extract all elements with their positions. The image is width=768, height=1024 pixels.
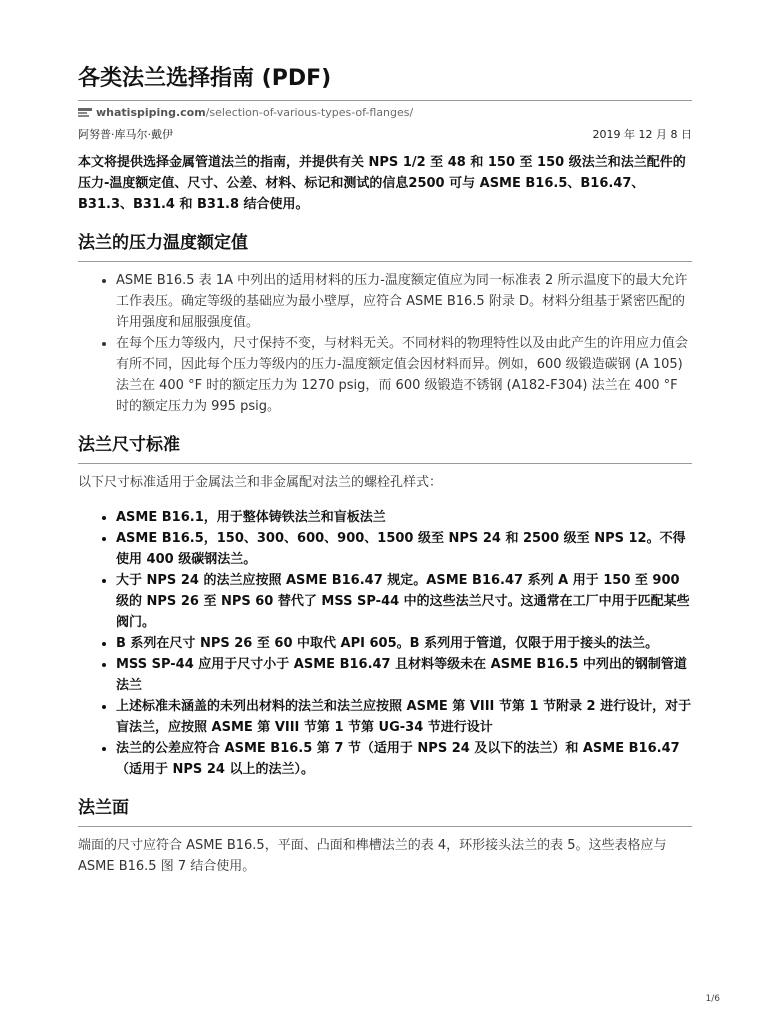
title-divider [78, 100, 692, 101]
page-title: 各类法兰选择指南 (PDF) [78, 66, 332, 91]
section-flange-face [78, 796, 692, 877]
bullet-list [78, 270, 692, 417]
document-page [78, 64, 692, 877]
source-url[interactable] [78, 106, 692, 120]
section-heading: 法兰面 [78, 798, 129, 818]
section-heading: 法兰尺寸标准 [78, 435, 180, 455]
list-item: • 法兰的公差应符合 ASME B16.5 第 7 节（适用于 NPS 24 及以下的法兰）和 ASME B16.47（适用于 NPS 24 以上的法兰）。 [116, 738, 692, 780]
list-item: • ASME B16.5 表 1A 中列出的适用材料的压力-温度额定值应为同一标准表 2 所示温度下的最大允许工作表压。确定等级的基础应为最小壁厚，应符合 ASME B16.5 附录 D。材料分组基于紧密匹配的许用强度和屈服强度值。 [116, 270, 692, 333]
intro-paragraph: 本文将提供选择金属管道法兰的指南，并提供有关 NPS 1/2 至 48 和 150 至 150 级法兰和法兰配件的压力-温度额定值、尺寸、公差、材料、标记和测试的信息2500 可与 ASME B16.5、B16.47、B31.3、B31.4 和 B31.8 结合使用。 [78, 155, 686, 212]
section-divider [78, 826, 692, 827]
source-domain[interactable]: whatispiping.com [96, 106, 206, 119]
section-dimension-standards [78, 433, 692, 780]
list-item: • ASME B16.1，用于整体铸铁法兰和盲板法兰 [116, 507, 692, 528]
list-item: • B 系列在尺寸 NPS 26 至 60 中取代 API 605。B 系列用于管道，仅限于用于接头的法兰。 [116, 633, 692, 654]
list-item: • 在每个压力等级内，尺寸保持不变，与材料无关。不同材料的物理特性以及由此产生的许用应力值会有所不同，因此每个压力等级内的压力-温度额定值会因材料而异。例如，600 级锻造碳钢 (A 105) 法兰在 400 °F 时的额定压力为 1270 psig，而 600 级锻造不锈钢 (A182-F304) 法兰在 400 °F 时的额定压力为 995 psig。 [116, 333, 692, 417]
publish-date: 2019 年 12 月 8 日 [592, 128, 692, 141]
section-divider [78, 463, 692, 464]
list-item: • 大于 NPS 24 的法兰应按照 ASME B16.47 规定。ASME B16.47 系列 A 用于 150 至 900 级的 NPS 26 至 NPS 60 替代了 MSS SP-44 中的这些法兰尺寸。这通常在工厂中用于匹配某些阀门。 [116, 570, 692, 633]
page-number: 1/6 [705, 994, 720, 1004]
link-icon [78, 108, 92, 118]
bullet-list [78, 507, 692, 780]
author: 阿努普·库马尔·戴伊 [78, 128, 173, 141]
list-item: • MSS SP-44 应用于尺寸小于 ASME B16.47 且材料等级未在 ASME B16.5 中列出的钢制管道法兰 [116, 654, 692, 696]
section-intro: 以下尺寸标准适用于金属法兰和非金属配对法兰的螺栓孔样式： [78, 475, 443, 490]
article-meta [78, 128, 692, 142]
list-item: • 上述标准未涵盖的未列出材料的法兰和法兰应按照 ASME 第 VIII 节第 1 节附录 2 进行设计，对于盲法兰，应按照 ASME 第 VIII 节第 1 节第 UG-34 节进行设计 [116, 696, 692, 738]
section-heading: 法兰的压力温度额定值 [78, 233, 248, 253]
section-divider [78, 261, 692, 262]
section-body: 端面的尺寸应符合 ASME B16.5，平面、凸面和榫槽法兰的表 4，环形接头法兰的表 5。这些表格应与 ASME B16.5 图 7 结合使用。 [78, 838, 667, 874]
section-pressure-rating [78, 231, 692, 417]
list-item: • ASME B16.5，150、300、600、900、1500 级至 NPS 24 和 2500 级至 NPS 12。不得使用 400 级碳钢法兰。 [116, 528, 692, 570]
source-path[interactable]: /selection-of-various-types-of-flanges/ [205, 106, 414, 119]
